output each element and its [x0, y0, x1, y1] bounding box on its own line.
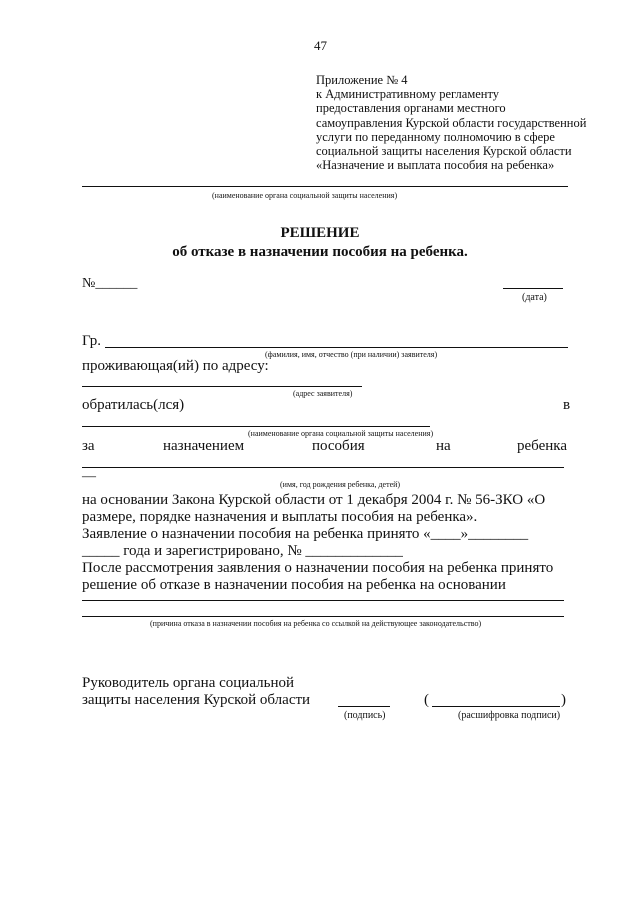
date-caption: (дата) — [522, 292, 547, 303]
organ-name-caption-2: (наименование органа социальной защиты населения) — [248, 429, 434, 438]
decoding-line — [432, 706, 560, 707]
applied-label: обратилась(лся) — [82, 397, 185, 413]
application-line-2: _____ года и зарегистрировано, № _____________ — [82, 543, 403, 559]
law-line-1: на основании Закона Курской области от 1 декабря 2004 г. № 56-ЗКО «О — [82, 492, 546, 508]
purpose-word: за — [82, 438, 95, 454]
head-title-line-1: Руководитель органа социальной — [82, 675, 294, 691]
law-line-2: размере, порядке назначения и выплаты пособия на ребенка». — [82, 509, 478, 525]
dash: — — [82, 469, 96, 484]
appendix-line: «Назначение и выплата пособия на ребенка» — [316, 158, 555, 173]
child-line — [82, 467, 564, 468]
appendix-line: услуги по переданному полномочию в сфере — [316, 129, 555, 144]
appendix-line: предоставления органами местного — [316, 101, 506, 116]
head-title-line-2: защиты населения Курской области — [82, 692, 311, 708]
number-field: №______ — [82, 276, 138, 291]
purpose-word: на — [436, 438, 451, 454]
decoding-close-paren: ) — [561, 692, 566, 708]
in-label: в — [563, 397, 571, 413]
reason-caption: (причина отказа в назначении пособия на ребенка со ссылкой на действующее законодательство) — [150, 619, 482, 628]
citizen-label: Гр. — [82, 333, 101, 349]
organ-name-line — [82, 186, 568, 187]
child-caption: (имя, год рождения ребенка, детей) — [280, 480, 401, 489]
decision-line-1: После рассмотрения заявления о назначении пособия на ребенка принято — [82, 560, 554, 576]
application-line-1: Заявление о назначении пособия на ребенка принято «____»________ — [82, 526, 529, 542]
document-title: РЕШЕНИЕ — [280, 225, 360, 241]
residing-label: проживающая(ий) по адресу: — [82, 358, 269, 374]
organ-line-2 — [82, 426, 430, 427]
purpose-word: пособия — [312, 438, 365, 454]
decision-line-2: решение об отказе в назначении пособия на ребенка на основании — [82, 577, 506, 593]
signature-caption: (подпись) — [344, 710, 386, 721]
fio-caption: (фамилия, имя, отчество (при наличии) заявителя) — [265, 350, 438, 359]
appendix-line: к Административному регламенту — [316, 87, 500, 102]
signature-line — [338, 706, 390, 707]
citizen-line — [105, 347, 568, 348]
decoding-open-paren: ( — [424, 692, 429, 708]
appendix-line: Приложение № 4 — [316, 73, 408, 87]
reason-line-2 — [82, 616, 564, 617]
date-line — [503, 288, 563, 289]
purpose-word: ребенка — [517, 438, 567, 454]
appendix-line: самоуправления Курской области государственной — [316, 115, 587, 130]
decoding-caption: (расшифровка подписи) — [458, 710, 561, 721]
reason-line-1 — [82, 600, 564, 601]
document-subtitle: об отказе в назначении пособия на ребенка. — [172, 244, 468, 260]
page-number: 47 — [314, 38, 327, 53]
organ-name-caption: (наименование органа социальной защиты населения) — [212, 191, 398, 200]
address-line — [82, 386, 362, 387]
purpose-word: назначением — [163, 438, 245, 454]
appendix-block — [316, 73, 586, 172]
appendix-line: социальной защиты населения Курской области — [316, 144, 572, 159]
address-caption: (адрес заявителя) — [293, 389, 353, 398]
